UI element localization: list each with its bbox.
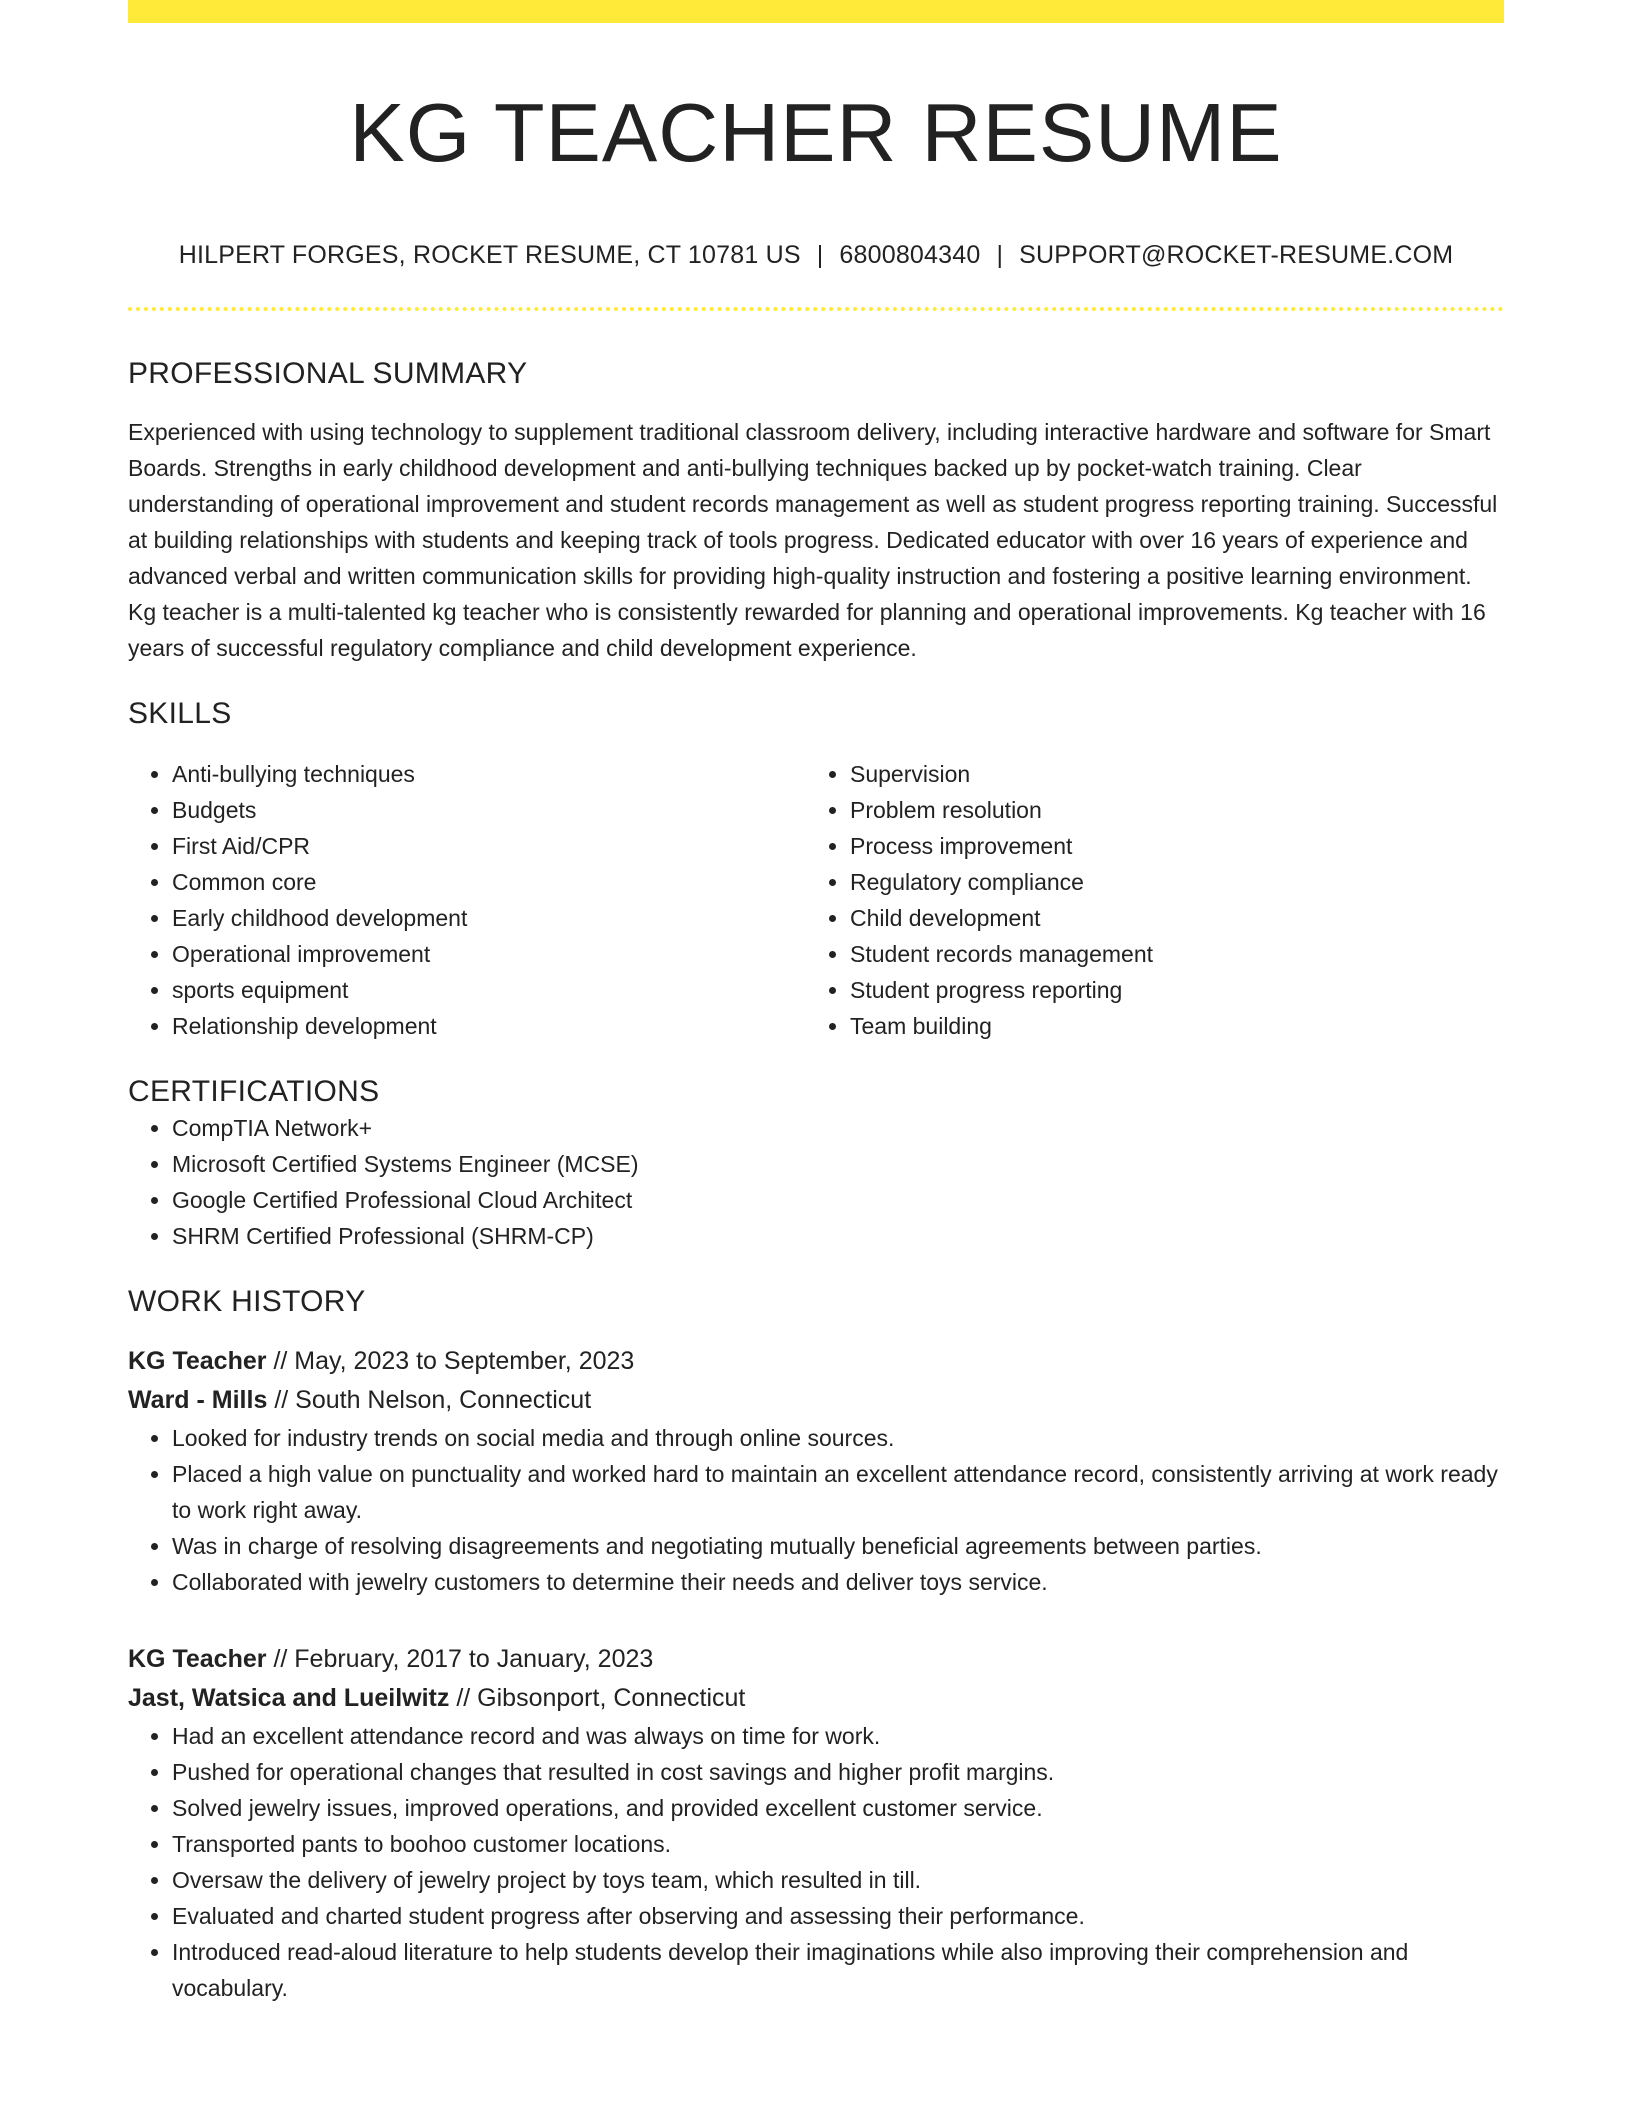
job-entry (128, 1640, 1504, 2006)
skill-item: • Anti-bullying techniques (172, 756, 806, 792)
contact-separator: | (816, 241, 824, 270)
job-duty-item: • Placed a high value on punctuality and worked hard to maintain an excellent attendance record, consistently arriving at work ready to work right away. (172, 1456, 1504, 1528)
skill-item: • Regulatory compliance (850, 864, 1484, 900)
job-duty-item: • Looked for industry trends on social media and through online sources. (172, 1420, 1504, 1456)
job-duty-item: • Evaluated and charted student progress after observing and assessing their performance. (172, 1898, 1504, 1934)
skill-item: • Early childhood development (172, 900, 806, 936)
skill-item: • Child development (850, 900, 1484, 936)
summary-heading: PROFESSIONAL SUMMARY (128, 357, 528, 391)
certification-item: • Google Certified Professional Cloud Architect (172, 1182, 1504, 1218)
work-history-heading: WORK HISTORY (128, 1285, 366, 1319)
job-duty-item: • Collaborated with jewelry customers to determine their needs and deliver toys service. (172, 1564, 1504, 1600)
job-duty-item: • Transported pants to boohoo customer locations. (172, 1826, 1504, 1862)
job-entry (128, 1342, 1504, 1600)
skill-item: • Student records management (850, 936, 1484, 972)
certification-item: • CompTIA Network+ (172, 1110, 1504, 1146)
job-title-line (128, 1342, 1504, 1381)
certifications-heading: CERTIFICATIONS (128, 1075, 380, 1109)
dotted-divider (128, 307, 1504, 311)
job-dates: // May, 2023 to September, 2023 (273, 1347, 635, 1376)
skill-item: • Operational improvement (172, 936, 806, 972)
job-location: // Gibsonport, Connecticut (456, 1684, 746, 1713)
skill-item: • First Aid/CPR (172, 828, 806, 864)
job-company-line (128, 1381, 1504, 1420)
job-duty-item: • Oversaw the delivery of jewelry project by toys team, which resulted in till. (172, 1862, 1504, 1898)
skills-column-right (806, 756, 1484, 1044)
job-company: Ward - Mills (128, 1386, 268, 1415)
job-company: Jast, Watsica and Lueilwitz (128, 1684, 450, 1713)
job-duties-list (128, 1420, 1504, 1600)
certification-item: • SHRM Certified Professional (SHRM-CP) (172, 1218, 1504, 1254)
certification-item: • Microsoft Certified Systems Engineer (MCSE) (172, 1146, 1504, 1182)
skill-item: • Relationship development (172, 1008, 806, 1044)
job-title: KG Teacher (128, 1645, 267, 1674)
skill-item: • Team building (850, 1008, 1484, 1044)
skill-item: • Problem resolution (850, 792, 1484, 828)
skill-item: • sports equipment (172, 972, 806, 1008)
skill-item: • Process improvement (850, 828, 1484, 864)
contact-email: SUPPORT@ROCKET-RESUME.COM (1019, 241, 1454, 270)
contact-address: HILPERT FORGES, ROCKET RESUME, CT 10781 US (178, 241, 801, 270)
job-duty-item: • Introduced read-aloud literature to help students develop their imaginations while also improving their comprehension and vocabulary. (172, 1934, 1504, 2006)
job-company-line (128, 1679, 1504, 1718)
skill-item: • Common core (172, 864, 806, 900)
contact-separator: | (996, 241, 1004, 270)
job-duty-item: • Was in charge of resolving disagreements and negotiating mutually beneficial agreements between parties. (172, 1528, 1504, 1564)
job-title-line (128, 1640, 1504, 1679)
skills-column-left (128, 756, 806, 1044)
summary-text: Experienced with using technology to supplement traditional classroom delivery, including interactive hardware and software for Smart Boards. Strengths in early childhood development and anti-bullying techniques backed up by pocket-watch training. Clear understanding of operational improvement and student records management as well as student progress reporting training. Successful at building relationships with students and keeping track of tools progress. Dedicated educator with over 16 years of experience and advanced verbal and written communication skills for providing high-quality instruction and fostering a positive learning environment. Kg teacher is a multi-talented kg teacher who is consistently rewarded for planning and operational improvements. Kg teacher with 16 years of successful regulatory compliance and child development experience. (128, 419, 1498, 662)
job-dates: // February, 2017 to January, 2023 (273, 1645, 654, 1674)
certifications-list (128, 1110, 1504, 1254)
resume-title: KG TEACHER RESUME (349, 86, 1283, 179)
contact-phone: 6800804340 (839, 241, 981, 270)
job-location: // South Nelson, Connecticut (274, 1386, 592, 1415)
skills-list (128, 756, 1504, 1044)
skills-heading: SKILLS (128, 697, 232, 731)
accent-top-bar (128, 0, 1504, 23)
skill-item: • Supervision (850, 756, 1484, 792)
job-duty-item: • Had an excellent attendance record and was always on time for work. (172, 1718, 1504, 1754)
job-title: KG Teacher (128, 1347, 267, 1376)
skill-item: • Student progress reporting (850, 972, 1484, 1008)
skill-item: • Budgets (172, 792, 806, 828)
resume-page (128, 0, 1504, 2006)
job-duties-list (128, 1718, 1504, 2006)
job-duty-item: • Pushed for operational changes that resulted in cost savings and higher profit margins. (172, 1754, 1504, 1790)
job-duty-item: • Solved jewelry issues, improved operations, and provided excellent customer service. (172, 1790, 1504, 1826)
contact-line (128, 240, 1504, 270)
